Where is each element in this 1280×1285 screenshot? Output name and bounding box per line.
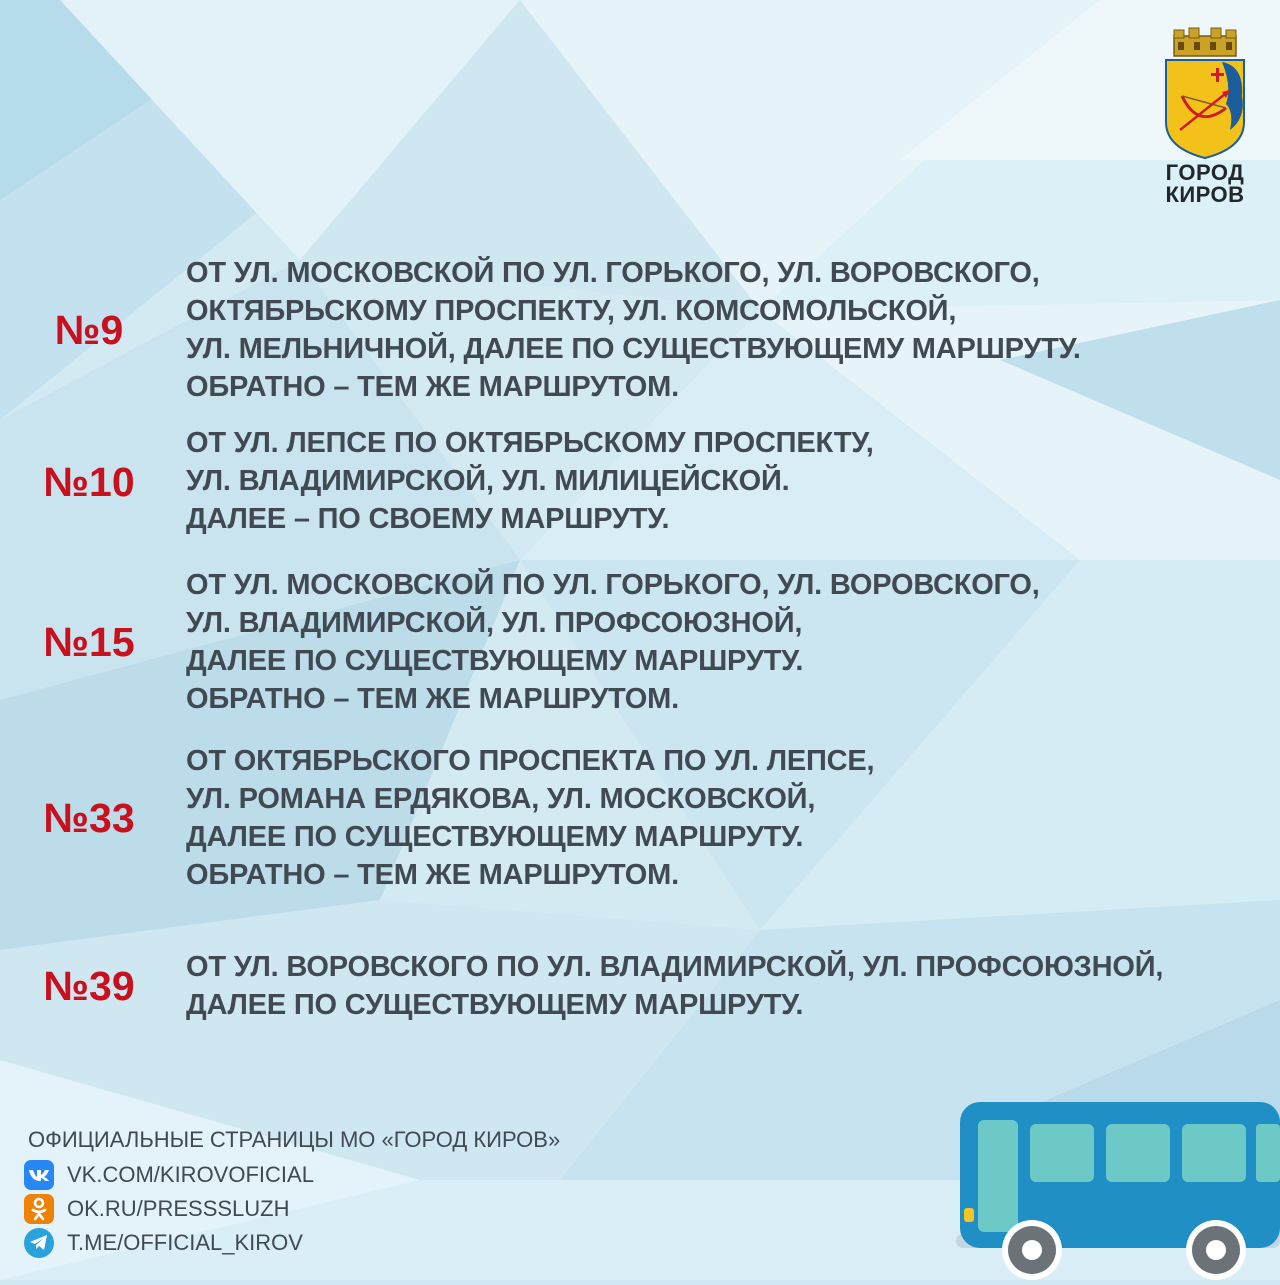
social-link-telegram[interactable] — [24, 1228, 303, 1258]
coat-of-arms-icon — [1160, 26, 1250, 162]
route-line: УЛ. РОМАНА ЕРДЯКОВА, УЛ. МОСКОВСКОЙ, — [186, 783, 816, 815]
social-link-text: VK.COM/KIROVOFICIAL — [67, 1162, 314, 1187]
social-link-text: OK.RU/PRESSSLUZH — [67, 1196, 290, 1221]
ok-icon — [24, 1194, 54, 1224]
logo-text — [1160, 162, 1250, 206]
route-line: ДАЛЕЕ – ПО СВОЕМУ МАРШРУТУ. — [186, 503, 670, 535]
city-logo — [1160, 26, 1250, 216]
bus-icon — [950, 1096, 1280, 1280]
route-line: ОТ УЛ. ЛЕПСЕ ПО ОКТЯБРЬСКОМУ ПРОСПЕКТУ, — [186, 427, 874, 459]
social-link-vk[interactable] — [24, 1160, 314, 1190]
route-line: УЛ. ВЛАДИМИРСКОЙ, УЛ. МИЛИЦЕЙСКОЙ. — [186, 465, 790, 497]
route-number: №39 — [43, 963, 135, 1009]
vk-icon — [24, 1160, 54, 1190]
route-description — [186, 566, 1040, 718]
logo-line-1: ГОРОД — [1165, 160, 1245, 185]
route-line: ОТ УЛ. МОСКОВСКОЙ ПО УЛ. ГОРЬКОГО, УЛ. ВОРОВСКОГО, — [186, 257, 1040, 289]
telegram-icon — [24, 1228, 54, 1258]
route-description — [186, 254, 1081, 406]
route-line: ОКТЯБРЬСКОМУ ПРОСПЕКТУ, УЛ. КОМСОМОЛЬСКОЙ, — [186, 295, 957, 327]
route-line: ОТ УЛ. ВОРОВСКОГО ПО УЛ. ВЛАДИМИРСКОЙ, УЛ. ПРОФСОЮЗНОЙ, — [186, 951, 1164, 983]
route-line: ОБРАТНО – ТЕМ ЖЕ МАРШРУТОМ. — [186, 371, 679, 403]
social-link-text: T.ME/OFFICIAL_KIROV — [67, 1230, 303, 1255]
route-line: УЛ. ВЛАДИМИРСКОЙ, УЛ. ПРОФСОЮЗНОЙ, — [186, 607, 803, 639]
route-description — [186, 424, 874, 538]
bus-illustration — [950, 1096, 1280, 1280]
route-number: №33 — [43, 795, 135, 841]
route-line: ДАЛЕЕ ПО СУЩЕСТВУЮЩЕМУ МАРШРУТУ. — [186, 989, 804, 1021]
route-number: №9 — [54, 307, 124, 353]
footer-title: ОФИЦИАЛЬНЫЕ СТРАНИЦЫ МО «ГОРОД КИРОВ» — [28, 1127, 561, 1152]
route-number: №10 — [43, 459, 135, 505]
route-number: №15 — [43, 619, 135, 665]
route-description — [186, 742, 874, 894]
social-link-ok[interactable] — [24, 1194, 290, 1224]
route-line: ОТ УЛ. МОСКОВСКОЙ ПО УЛ. ГОРЬКОГО, УЛ. ВОРОВСКОГО, — [186, 569, 1040, 601]
route-description — [186, 948, 1163, 1024]
route-line: ОБРАТНО – ТЕМ ЖЕ МАРШРУТОМ. — [186, 859, 679, 891]
route-line: УЛ. МЕЛЬНИЧНОЙ, ДАЛЕЕ ПО СУЩЕСТВУЮЩЕМУ МАРШРУТУ. — [186, 333, 1081, 365]
logo-line-2: КИРОВ — [1165, 182, 1245, 207]
route-line: ОТ ОКТЯБРЬСКОГО ПРОСПЕКТА ПО УЛ. ЛЕПСЕ, — [186, 745, 875, 777]
route-line: ДАЛЕЕ ПО СУЩЕСТВУЮЩЕМУ МАРШРУТУ. — [186, 645, 804, 677]
route-line: ОБРАТНО – ТЕМ ЖЕ МАРШРУТОМ. — [186, 683, 679, 715]
route-line: ДАЛЕЕ ПО СУЩЕСТВУЮЩЕМУ МАРШРУТУ. — [186, 821, 804, 853]
